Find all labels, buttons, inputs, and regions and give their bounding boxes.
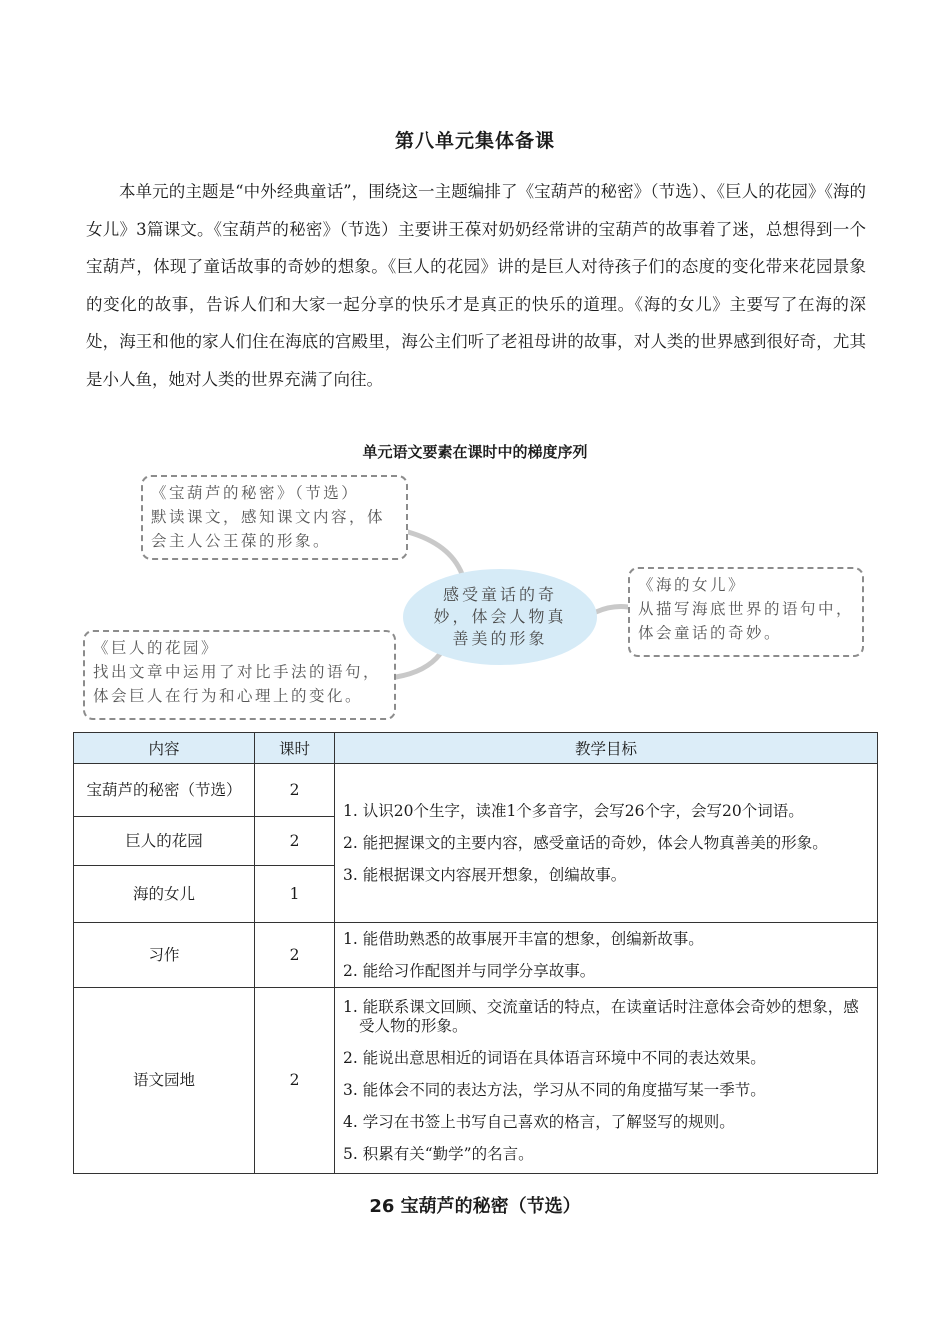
teaching-plan-table <box>73 732 878 1174</box>
goal-item: 2. 能说出意思相近的词语在具体语言环境中不同的表达效果。 <box>343 1048 766 1067</box>
content-cell: 海的女儿 <box>74 866 255 923</box>
node-juren <box>83 630 396 720</box>
unit-intro-paragraph: 本单元的主题是“中外经典童话”，围绕这一主题编排了《宝葫芦的秘密》（节选）、《巨人的花园》《海的女儿》3篇课文。《宝葫芦的秘密》（节选）主要讲王葆对奶奶经常讲的宝葫芦的故事着了迷，总想得到一个宝葫芦，体现了童话故事的奇妙的想象。《巨人的花园》讲的是巨人对待孩子们的态度的变化带来花园景象的变化的故事，告诉人们和大家一起分享的快乐才是真正的快乐的道理。《海的女儿》主要写了在海的深处，海王和他的家人们住在海底的宫殿里，海公主们听了老祖母讲的故事，对人类的世界感到很好奇，尤其是小人鱼，她对人类的世界充满了向往。 <box>86 182 866 389</box>
header-content: 内容 <box>74 733 255 764</box>
node-juren-heading: 《巨人的花园》 <box>93 639 220 657</box>
header-hours: 课时 <box>255 733 335 764</box>
node-haidenuer <box>628 567 864 657</box>
node-haidenuer-body: 从描写海底世界的语句中，体会童话的奇妙。 <box>638 600 855 642</box>
goal-item: 2. 能把握课文的主要内容，感受童话的奇妙，体会人物真善美的形象。 <box>343 833 828 852</box>
table-row <box>74 988 878 1174</box>
goal-item: 5. 积累有关“勤学”的名言。 <box>343 1144 534 1163</box>
goal-item: 2. 能给习作配图并与同学分享故事。 <box>343 961 596 980</box>
central-theme-node: 感受童话的奇妙，体会人物真善美的形象 <box>403 569 597 665</box>
goal-item: 3. 能体会不同的表达方法，学习从不同的角度描写某一季节。 <box>343 1080 766 1099</box>
content-cell: 语文园地 <box>74 988 255 1174</box>
goal-item: 3. 能根据课文内容展开想象，创编故事。 <box>343 865 627 884</box>
hours-cell: 2 <box>255 764 335 817</box>
table-row <box>74 764 878 817</box>
node-baohulu-heading: 《宝葫芦的秘密》（节选） <box>151 484 360 502</box>
goals-cell <box>335 988 878 1174</box>
hours-cell: 2 <box>255 923 335 988</box>
goal-item: 1. 认识20个生字，读准1个多音字，会写26个字，会写20个词语。 <box>343 801 804 820</box>
connector-top-left <box>408 532 462 574</box>
table-header-row <box>74 733 878 764</box>
node-baohulu-body: 默读课文，感知课文内容，体会主人公王葆的形象。 <box>151 508 386 550</box>
goal-item: 4. 学习在书签上书写自己喜欢的格言，了解竖写的规则。 <box>343 1112 735 1131</box>
hours-cell: 2 <box>255 817 335 866</box>
table-row <box>74 923 878 988</box>
content-cell: 习作 <box>74 923 255 988</box>
connector-right <box>596 607 628 612</box>
node-baohulu <box>141 475 408 560</box>
goal-item: 1. 能借助熟悉的故事展开丰富的想象，创编新故事。 <box>343 929 704 948</box>
lesson-title: 26 宝葫芦的秘密（节选） <box>369 1196 581 1217</box>
goal-item: 1. 能联系课文回顾、交流童话的特点，在读童话时注意体会奇妙的想象，感受人物的形象。 <box>343 997 859 1035</box>
connector-bottom-left <box>396 654 440 677</box>
goals-cell <box>335 923 878 988</box>
diagram-title: 单元语文要素在课时中的梯度序列 <box>362 443 588 461</box>
hours-cell: 1 <box>255 866 335 923</box>
hours-cell: 2 <box>255 988 335 1174</box>
content-cell: 宝葫芦的秘密（节选） <box>74 764 255 817</box>
concept-diagram <box>0 462 950 732</box>
content-cell: 巨人的花园 <box>74 817 255 866</box>
goals-cell <box>335 764 878 923</box>
node-juren-body: 找出文章中运用了对比手法的语句，体会巨人在行为和心理上的变化。 <box>93 663 382 705</box>
page-title: 第八单元集体备课 <box>394 130 555 152</box>
header-goals: 教学目标 <box>335 733 878 764</box>
node-haidenuer-heading: 《海的女儿》 <box>638 576 747 594</box>
